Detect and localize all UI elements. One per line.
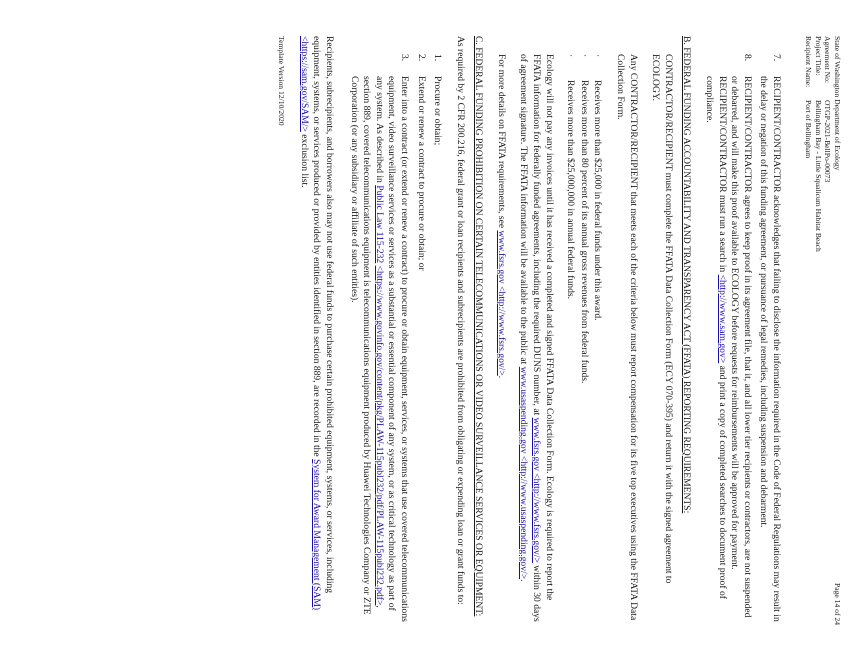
govinfo-link[interactable]: <https://www.govinfo.gov/content/pkg/PLAW-115publ232/pdf/PLAW-115publ232.pdf> [373, 265, 385, 606]
section-c-heading: C. FEDERAL FUNDING PROHIBITION ON CERTAIN TELECOMMUNICATIONS OR VIDEO SURVEILLANCE SERVICES OR EQUIPMENT: [473, 36, 485, 617]
list-item [431, 36, 444, 625]
section-b-paragraph: CONTRACTOR/RECIPIENT must complete the FFATA Data Collection Form (ECY 070-395) and return it with the signed agreement to ECOLOGY. [650, 54, 674, 584]
list-item [347, 36, 410, 625]
paragraph-text: Recipients, subrecipients, and borrowers also may not use federal funds to purchase certain prohibited equipment, systems, or services, including equipment, systems, or services produced or provided by entities identified in section 889, are recorded in the [311, 36, 335, 594]
section-b-paragraph [517, 36, 555, 625]
sam-system-link[interactable]: System for Award Management (SAM) [311, 459, 323, 611]
item-text-part: Enter into a contract (or extend or renew a contract) to procure or obtain equipment, services, or systems that use covered telecommunications equipment, video surveillance services or services as a substantial or essential component of any system, or as critical technology as part of any system. As described in [373, 76, 410, 622]
item-text [702, 76, 752, 625]
agreement-value: OTGP-2021-BellPo-00073 [823, 100, 833, 183]
item-number: 8. [741, 54, 753, 62]
spacer [335, 36, 343, 625]
list-item [702, 36, 752, 625]
item-text: Procure or obtain; [432, 76, 444, 146]
item-number: 7. [771, 54, 782, 62]
agreement-info [804, 36, 842, 252]
fsrs-details-link[interactable]: www.fsrs.gov <http://www.fsrs.gov/> [495, 230, 507, 376]
paragraph-text: For more details on FFATA requirements, see [495, 54, 507, 231]
item-text: RECIPIENT/CONTRACTOR acknowledges that failing to disclose the information required in the Code of Federal Regulations may result in the delay or negation of this funding agreement, or pursuance of legal remedies, including suspension and debarment. [758, 76, 782, 622]
spacer [555, 36, 563, 625]
sam-link[interactable]: <http://www.sam.gov> [716, 274, 728, 364]
list-item [757, 36, 782, 625]
item-number: 3. [398, 54, 410, 62]
paragraph-text: within 30 days of agreement signature. The FFATA information will be available to the public at [518, 54, 543, 622]
agreement-label: Agreement No: [823, 36, 833, 84]
public-law-link[interactable]: Public Law 115-232 [373, 185, 385, 264]
agency-name: State of Washington Department of Ecology [833, 36, 842, 171]
list-item [577, 54, 590, 625]
bullet-icon: · [578, 54, 590, 58]
paragraph-text: . [518, 579, 530, 582]
project-label: Project Title: [813, 36, 823, 76]
usaspending-link[interactable]: www.usaspending.gov <http://www.usaspending.gov/> [518, 366, 530, 580]
item-text: Extend or renew a contract to procure or obtain; or [415, 76, 427, 271]
criteria-list [564, 36, 604, 625]
page-number: Page 14 of 24 [833, 583, 842, 625]
project-value: Bellingham Bay - Little Squalicum Habitat Beach [813, 100, 823, 252]
section-c-closing [297, 36, 335, 625]
sam-url-link[interactable]: <https://sam.gov/SAM/> [298, 36, 310, 132]
recipient-value: Port of Bellingham [804, 100, 814, 159]
paragraph-text: . [495, 375, 507, 379]
section-c-intro: As required by 2 CFR 200.216, federal grant or loan recipients and subrecipients are prohibited from obligating or expending loan or grant funds to: [454, 36, 466, 605]
paragraph-text: Ecology will not pay any invoices until it has received a completed and signed FFATA Data Collection Form. Ecology is required to report the FFATA information for federally funded agreements, including the required DUNS number, at [531, 54, 555, 601]
page-header [782, 36, 842, 625]
item-text-part: RECIPIENT/CONTRACTOR agrees to keep proof in its agreement file, that it, and all lower tier recipients or contractors, are not suspended or debarred, and will make this proof available to ECOLOGY before requests for reimbursements will be approved for payment. RECIPIENT/CONTRACTOR must run a search in [716, 76, 753, 618]
bullet-text: Receives more than $25,000 in federal funds under this award. [592, 80, 604, 321]
item-number: 1. [432, 54, 444, 62]
paragraph-text: exclusion list. [298, 131, 310, 188]
section-b-paragraph [494, 36, 507, 625]
bullet-text: Receives more than $25,000,000 in annual federal funds. [565, 80, 577, 299]
item-text [347, 76, 410, 625]
item-text-part: and print a copy of completed searches to document proof of compliance. [704, 76, 728, 599]
list-item [414, 36, 427, 625]
section-b-heading: B. FEDERAL FUNDING ACCOUNTABILITY AND TRANSPARENCY ACT (FFATA) REPORTING REQUIREMENTS: [681, 36, 693, 514]
item-text-part: , section 889, covered telecommunications equipment is telecommunications equipment produced by Huawei Technologies Company or ZTE Corporation (or any subsidiary or affiliate of such entities). [348, 76, 385, 615]
recipient-label: Recipient Name: [804, 36, 814, 88]
agreement-row [823, 36, 833, 252]
bullet-text: Receives more than 80 percent of its annual gross revenues from federal funds. [578, 80, 590, 384]
fsrs-link[interactable]: www.fsrs.gov <http://www.fsrs.gov/> [531, 417, 543, 563]
recipient-row [804, 36, 814, 252]
template-version: Template Version 12/10/2020 [277, 36, 287, 126]
bullet-icon: · [592, 54, 604, 58]
section-b-paragraph: Any CONTRACTOR/RECIPIENT that meets each of the criteria below must report compensation for its five top executives using the FFATA Data Collection Form. [615, 54, 639, 621]
item-number: 2. [415, 54, 427, 62]
bullet-icon: · [565, 54, 577, 58]
list-item [564, 54, 577, 625]
project-row [813, 36, 823, 252]
list-item [591, 54, 604, 625]
